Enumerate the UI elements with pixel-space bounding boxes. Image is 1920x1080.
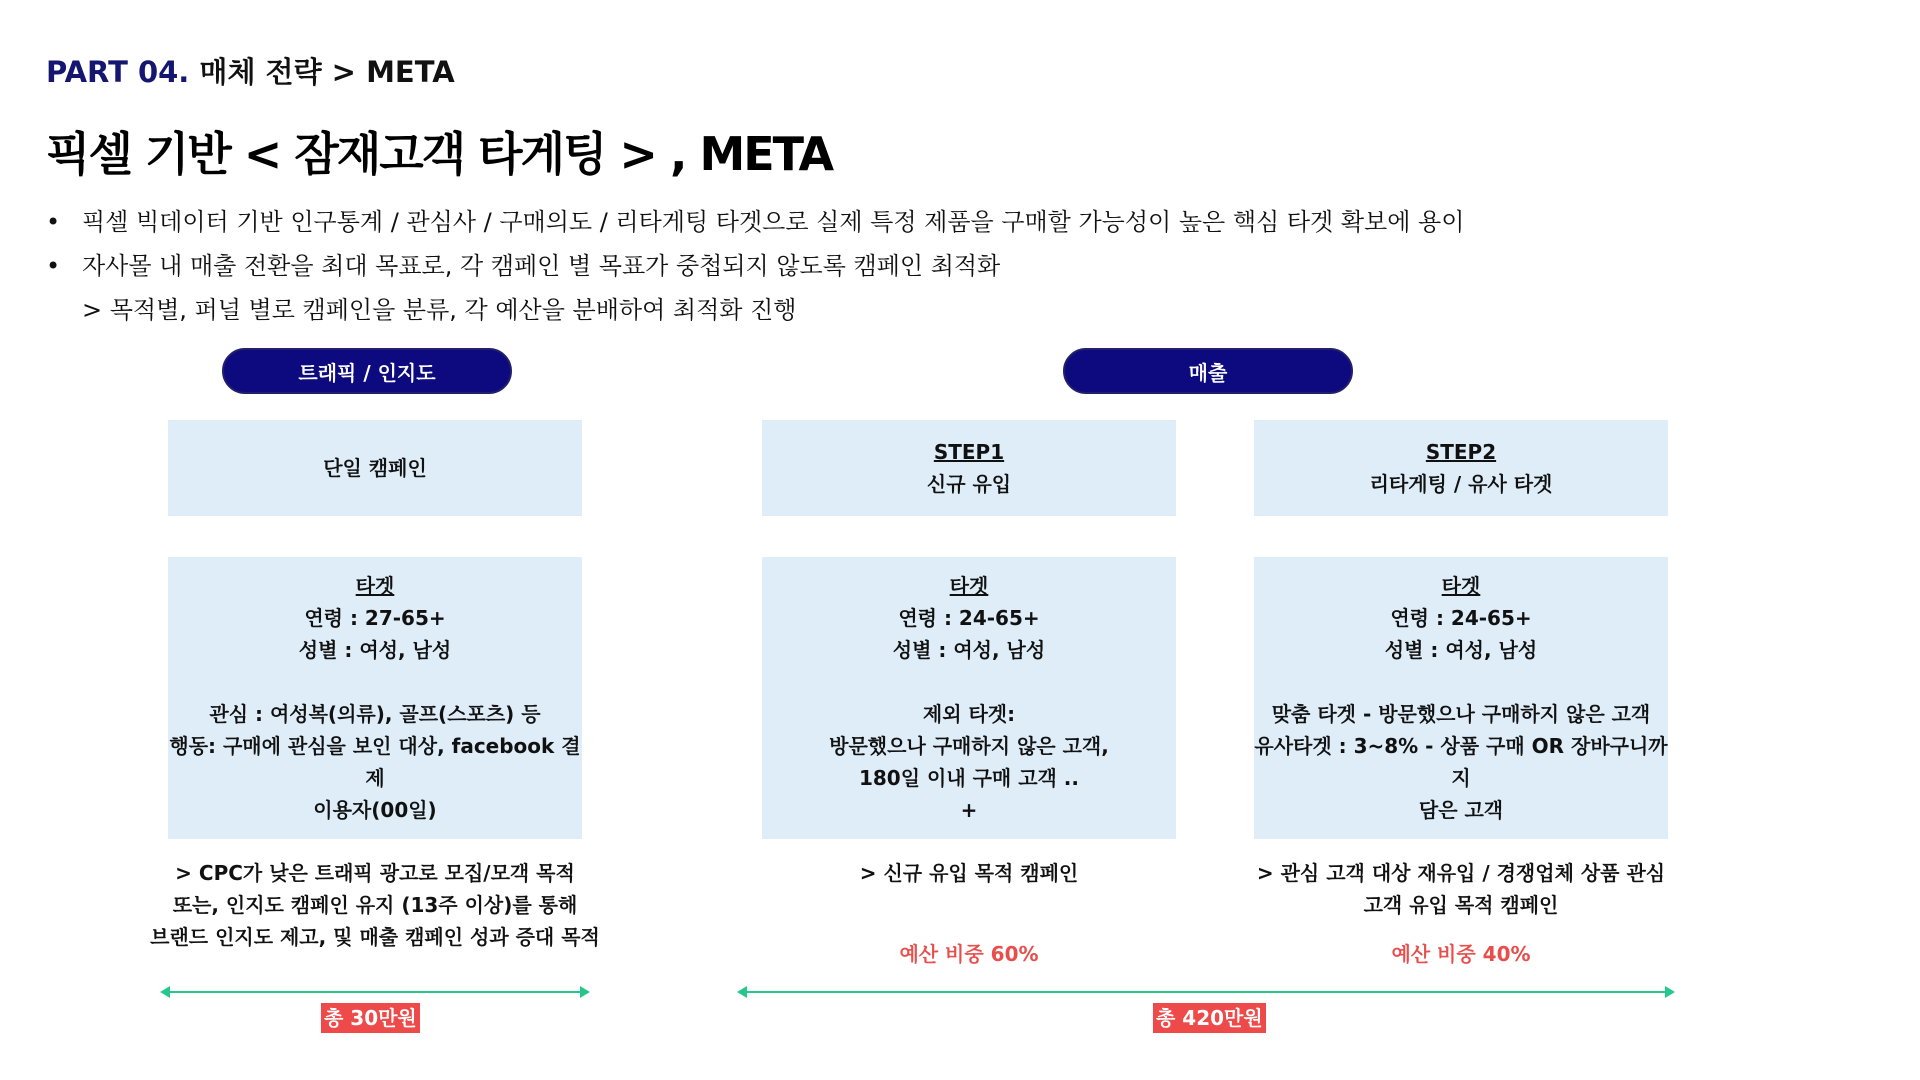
target-exclusion-title: 제외 타겟:	[922, 702, 1016, 726]
target-exclusion-1: 방문했으나 구매하지 않은 고객,	[829, 734, 1109, 758]
target-lookalike: 유사타겟 : 3~8% - 상품 구매 OR 장바구니까지	[1254, 734, 1668, 790]
step2-label: STEP2	[1425, 440, 1497, 464]
group-sales-pill: 매출	[1063, 348, 1353, 394]
target-age: 연령 : 24-65+	[1390, 606, 1532, 630]
part-label: PART 04.	[46, 55, 190, 89]
step2-budget: 예산 비중 40%	[1391, 942, 1531, 966]
step1-description: > 신규 유입 목적 캠페인	[859, 861, 1079, 885]
step1-header	[762, 420, 1176, 516]
arrow-right-icon	[1665, 986, 1675, 998]
step2-title: 리타게팅 / 유사 타겟	[1369, 472, 1553, 496]
target-behavior: 행동: 구매에 관심을 보인 대상, facebook 결제	[169, 734, 581, 790]
target-gender: 성별 : 여성, 남성	[1384, 638, 1538, 662]
desc-line: > 관심 고객 대상 재유입 / 경쟁업체 상품 관심	[1256, 861, 1666, 885]
target-title: 타겟	[1441, 574, 1481, 598]
desc-line: > CPC가 낮은 트래픽 광고로 모집/모객 목적	[175, 861, 575, 885]
step1-label: STEP1	[933, 440, 1005, 464]
target-exclusion-2: 180일 이내 구매 고객 ..	[858, 766, 1080, 790]
target-lookalike-cont: 담은 고객	[1418, 798, 1504, 822]
target-age: 연령 : 24-65+	[898, 606, 1040, 630]
total-sales-badge: 총 420만원	[1153, 1003, 1266, 1033]
arrow-left-icon	[737, 986, 747, 998]
range-line-sales	[739, 991, 1673, 993]
bullet-sub: > 목적별, 퍼널 별로 캠페인을 분류, 각 예산을 분배하여 최적화 진행	[82, 296, 797, 324]
single-campaign-header	[168, 420, 582, 516]
target-gender: 성별 : 여성, 남성	[892, 638, 1046, 662]
bullet-marker: •	[46, 252, 61, 280]
bullet-text: 자사몰 내 매출 전환을 최대 목표로, 각 캠페인 별 목표가 중첩되지 않도록 캠페인 최적화	[82, 252, 1001, 280]
arrow-right-icon	[580, 986, 590, 998]
target-title: 타겟	[355, 574, 395, 598]
page-title: 픽셀 기반 < 잠재고객 타게팅 > , META	[46, 127, 833, 181]
step1-title: 신규 유입	[926, 472, 1012, 496]
target-gender: 성별 : 여성, 남성	[298, 638, 452, 662]
target-plus: +	[960, 798, 978, 822]
breadcrumb	[46, 50, 455, 91]
range-line-traffic	[162, 991, 588, 993]
group-traffic-pill: 트래픽 / 인지도	[222, 348, 512, 394]
step1-budget: 예산 비중 60%	[899, 942, 1039, 966]
target-behavior-cont: 이용자(00일)	[313, 798, 437, 822]
bullet-marker: •	[46, 208, 61, 236]
desc-line: 브랜드 인지도 제고, 및 매출 캠페인 성과 증대 목적	[150, 925, 600, 949]
single-campaign-target-box	[168, 557, 582, 839]
single-campaign-title: 단일 캠페인	[323, 456, 427, 480]
target-title: 타겟	[949, 574, 989, 598]
arrow-left-icon	[160, 986, 170, 998]
single-campaign-description	[130, 857, 620, 953]
target-custom: 맞춤 타겟 - 방문했으나 구매하지 않은 고객	[1271, 702, 1651, 726]
total-traffic-badge: 총 30만원	[321, 1003, 420, 1033]
step1-target-box	[762, 557, 1176, 839]
desc-line: 또는, 인지도 캠페인 유지 (13주 이상)를 통해	[172, 893, 578, 917]
target-age: 연령 : 27-65+	[304, 606, 446, 630]
desc-line: 고객 유입 목적 캠페인	[1363, 893, 1559, 917]
step2-description	[1230, 857, 1692, 921]
section-label: 매체 전략 > META	[189, 55, 455, 89]
step2-header	[1254, 420, 1668, 516]
bullet-1	[46, 202, 1464, 237]
bullet-2	[46, 246, 1000, 281]
target-interest: 관심 : 여성복(의류), 골프(스포츠) 등	[209, 702, 541, 726]
bullet-text: 픽셀 빅데이터 기반 인구통계 / 관심사 / 구매의도 / 리타게팅 타겟으로 실제 특정 제품을 구매할 가능성이 높은 핵심 타겟 확보에 용이	[82, 208, 1465, 236]
step2-target-box	[1254, 557, 1668, 839]
